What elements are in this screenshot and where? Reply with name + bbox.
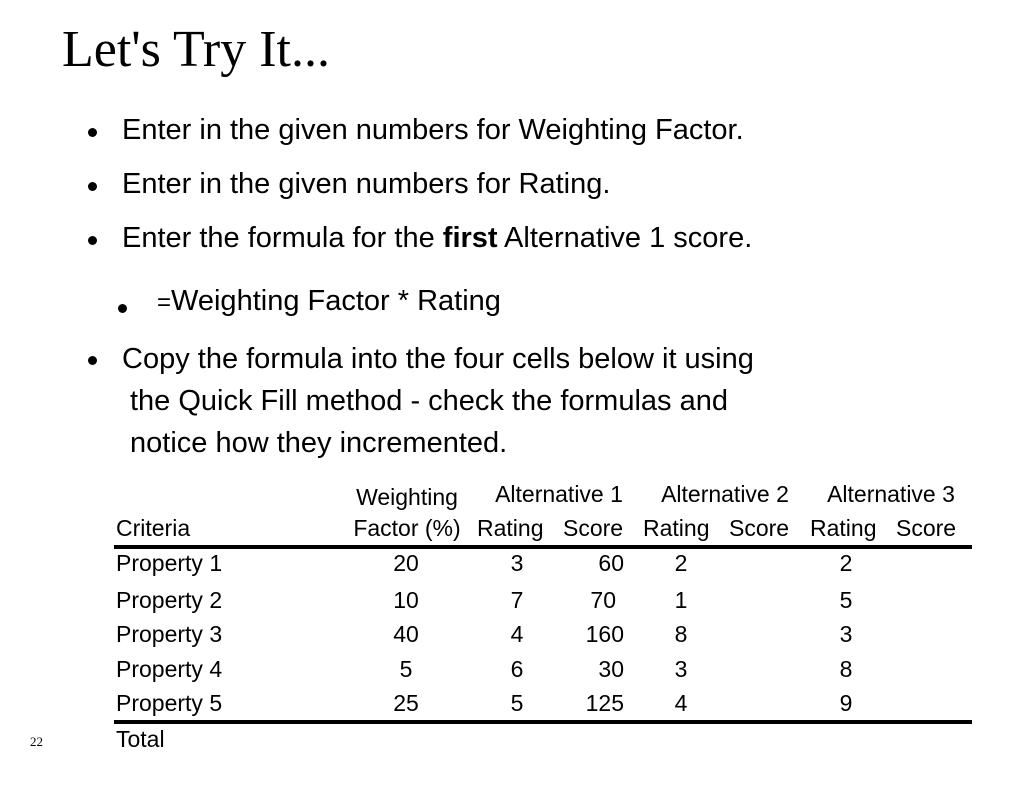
bullet-dot [88,128,97,137]
row-alt1-score: 60 [598,550,624,576]
header-alt1-rating: Rating [477,515,544,541]
row-criteria: Property 1 [116,550,223,576]
row-alt3-rating: 5 [839,587,853,613]
header-weighting-1: Weighting [356,484,458,510]
row-alt2-rating: 1 [674,587,688,613]
row-criteria: Property 5 [116,690,223,716]
row-alt1-score: 30 [598,656,624,682]
bullet-line: the Quick Fill method - check the formulas and [130,385,728,417]
bullet-dot [88,356,97,365]
row-criteria: Property 4 [116,656,223,682]
bullet-dot [88,182,97,191]
sub-bullet-formula [157,280,501,324]
row-alt1-rating: 7 [510,587,524,613]
table-total-rule [114,720,972,724]
row-alt2-rating: 8 [674,621,688,647]
row-alt2-rating: 2 [674,550,688,576]
row-weight: 20 [393,550,419,576]
header-alt2-rating: Rating [643,515,710,541]
row-alt1-rating: 4 [510,621,524,647]
row-alt3-rating: 8 [839,656,853,682]
header-alt2: Alternative 2 [661,481,789,507]
bullet-line: Copy the formula into the four cells below it using [122,343,754,375]
row-weight: 40 [393,621,419,647]
header-alt1-score: Score [563,515,624,541]
header-alt3-score: Score [896,515,957,541]
sub-bullet-prefix: = [157,289,172,316]
bullet-rating [122,163,610,205]
row-alt2-rating: 4 [674,690,688,716]
row-alt3-rating: 2 [839,550,853,576]
slide-title: Let's Try It... [62,21,330,78]
row-total-label: Total [116,726,165,752]
row-criteria: Property 3 [116,621,223,647]
bullet-copy [122,338,754,464]
bullet-text: Enter in the given numbers for Rating. [122,168,611,200]
bullet-dot [88,236,97,245]
header-weighting-2: Factor (%) [353,515,461,541]
bullet-text-post: Alternative 1 score. [497,222,753,254]
bullet-line: notice how they incremented. [130,427,508,459]
row-alt1-rating: 5 [510,690,524,716]
row-alt3-rating: 9 [839,690,853,716]
bullet-formula [122,217,752,259]
bullet-text: Enter in the given numbers for Weighting Factor. [122,114,744,146]
header-criteria: Criteria [116,515,191,541]
bullet-text-bold: first [442,222,498,254]
header-alt1: Alternative 1 [495,481,623,507]
bullet-text-pre: Enter the formula for the [122,222,443,254]
header-alt2-score: Score [729,515,790,541]
row-alt1-score: 125 [585,690,624,716]
row-alt1-rating: 6 [510,656,524,682]
row-alt1-score: 160 [585,621,624,647]
page-number: 22 [30,734,43,749]
row-alt1-score: 70 [590,587,616,613]
row-weight: 5 [399,656,413,682]
header-alt3-rating: Rating [810,515,877,541]
row-alt3-rating: 3 [839,621,853,647]
row-alt2-rating: 3 [674,656,688,682]
header-alt3: Alternative 3 [827,481,955,507]
row-weight: 25 [393,690,419,716]
sub-bullet-dot [118,304,127,313]
bullet-weighting [122,109,744,151]
row-alt1-rating: 3 [510,550,524,576]
sub-bullet-text: Weighting Factor * Rating [171,285,501,317]
row-weight: 10 [393,587,419,613]
row-criteria: Property 2 [116,587,223,613]
